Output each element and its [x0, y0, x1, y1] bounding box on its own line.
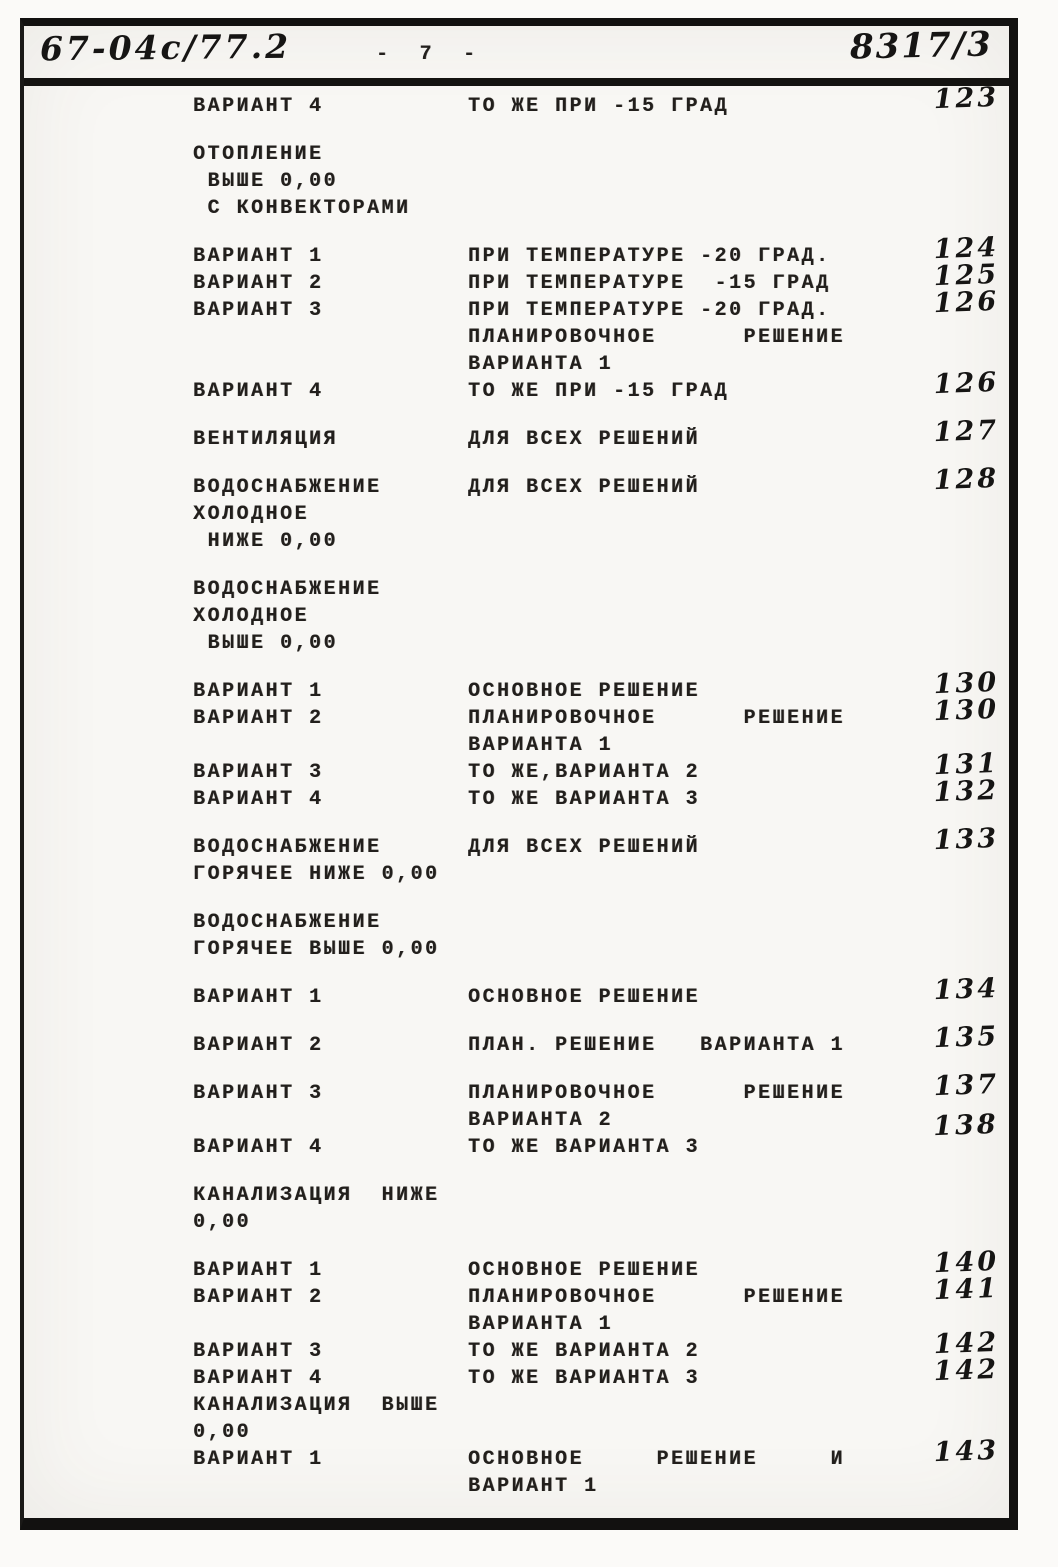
desc-line: ПРИ ТЕМПЕРАТУРЕ -20 ГРАД.: [468, 245, 831, 268]
table-row: [193, 1020, 1009, 1059]
page-number-handwritten: 130: [933, 693, 1000, 728]
label-line: ХОЛОДНОЕ: [193, 605, 310, 628]
label-line: ВОДОСНАБЖЕНИЕ: [193, 836, 382, 859]
label-line: ВАРИАНТ 1: [193, 1259, 324, 1282]
table-row: [193, 1068, 1009, 1134]
page-number-handwritten: 140: [933, 1245, 1000, 1280]
page-number-handwritten: 143: [933, 1434, 1000, 1469]
page-number-handwritten: 131: [933, 747, 1000, 782]
label-line: ВАРИАНТ 3: [193, 299, 324, 322]
table-row: [193, 747, 1009, 786]
page-number-handwritten: 130: [933, 666, 1000, 701]
label-line: ВЕНТИЛЯЦИЯ: [193, 428, 339, 451]
label-line: ГОРЯЧЕЕ ВЫШЕ 0,00: [193, 938, 440, 961]
desc-line: ТО ЖЕ ВАРИАНТА 3: [468, 1136, 701, 1159]
row-page-number-col: [920, 462, 1009, 501]
desc-line: ВАРИАНТА 1: [468, 353, 614, 376]
row-desc: [468, 1257, 920, 1284]
table-row: [193, 81, 1009, 120]
label-line: ВАРИАНТ 4: [193, 1136, 324, 1159]
table-row: [193, 822, 1009, 888]
label-line: ВАРИАНТ 1: [193, 245, 324, 268]
desc-line: ПЛАНИРОВОЧНОЕ РЕШЕНИЕ: [468, 707, 846, 730]
row-page-number-col: [920, 972, 1009, 1011]
row-label: [193, 93, 468, 120]
page-number-handwritten: 142: [933, 1353, 1000, 1388]
table-row: [193, 1353, 1009, 1392]
desc-line: ОСНОВНОЕ РЕШЕНИЕ И: [468, 1448, 846, 1471]
label-line: ВАРИАНТ 1: [193, 680, 324, 703]
table-row: [193, 414, 1009, 453]
label-line: ОТОПЛЕНИЕ: [193, 143, 324, 166]
row-desc: [468, 93, 920, 120]
table-row: [193, 258, 1009, 297]
row-page-number-col: [920, 1434, 1009, 1473]
row-page-number-col: [920, 822, 1009, 861]
desc-line: ПРИ ТЕМПЕРАТУРЕ -15 ГРАД: [468, 272, 831, 295]
label-line: ВАРИАНТ 4: [193, 1367, 324, 1390]
desc-line: ОСНОВНОЕ РЕШЕНИЕ: [468, 986, 701, 1009]
row-desc: [468, 1284, 920, 1338]
row-label: [193, 1284, 468, 1311]
row-desc: [468, 759, 920, 786]
row-label: [193, 1080, 468, 1107]
table-row: [193, 666, 1009, 705]
page-number-handwritten: 142: [933, 1326, 1000, 1361]
page-number-handwritten: 141: [933, 1272, 1000, 1307]
table-row: [193, 972, 1009, 1011]
row-desc: [468, 705, 920, 759]
header-band: [24, 26, 1009, 86]
row-desc: [468, 1032, 920, 1059]
desc-line: ДЛЯ ВСЕХ РЕШЕНИЙ: [468, 836, 701, 859]
label-line: ВАРИАНТ 3: [193, 1082, 324, 1105]
page-number-handwritten: 138: [932, 1108, 1000, 1143]
desc-line: ТО ЖЕ ПРИ -15 ГРАД: [468, 95, 730, 118]
page-number-handwritten: 125: [933, 258, 1000, 293]
label-line: ВОДОСНАБЖЕНИЕ: [193, 911, 382, 934]
row-page-number-col: [920, 1020, 1009, 1059]
desc-line: ДЛЯ ВСЕХ РЕШЕНИЙ: [468, 476, 701, 499]
row-page-number-col: [920, 1353, 1009, 1392]
desc-line: ПЛАНИРОВОЧНОЕ РЕШЕНИЕ: [468, 326, 846, 349]
toc-rows: [24, 81, 1009, 1500]
label-line: ВАРИАНТ 2: [193, 707, 324, 730]
label-line: ВАРИАНТ 2: [193, 1286, 324, 1309]
label-line: ВЫШЕ 0,00: [193, 632, 339, 655]
table-row: [193, 462, 1009, 555]
row-page-number-col: [920, 414, 1009, 453]
row-desc: [468, 426, 920, 453]
table-row: [193, 285, 1009, 378]
table-row: [193, 141, 1009, 222]
label-line: ВЫШЕ 0,00: [193, 170, 339, 193]
row-label: [193, 1182, 468, 1236]
row-desc: [468, 834, 920, 861]
desc-line: ПРИ ТЕМПЕРАТУРЕ -20 ГРАД.: [468, 299, 831, 322]
row-page-number-col: [920, 1108, 1009, 1161]
row-page-number-col: [920, 693, 1009, 732]
row-desc: [468, 786, 920, 813]
table-row: [193, 366, 1009, 405]
label-line: 0,00: [193, 1211, 252, 1234]
page-frame: [20, 18, 1018, 1530]
table-row: [193, 576, 1009, 657]
table-row: [193, 1272, 1009, 1338]
row-label: [193, 1338, 468, 1365]
row-label: [193, 1365, 468, 1392]
desc-line: ПЛАНИРОВОЧНОЕ РЕШЕНИЕ: [468, 1082, 846, 1105]
row-desc: [468, 378, 920, 405]
label-line: ВОДОСНАБЖЕНИЕ: [193, 578, 382, 601]
label-line: ВАРИАНТ 2: [193, 272, 324, 295]
desc-line: ВАРИАНТА 1: [468, 734, 614, 757]
label-line: ВАРИАНТ 1: [193, 986, 324, 1009]
row-label: [193, 984, 468, 1011]
row-label: [193, 1134, 468, 1161]
desc-line: ВАРИАНТА 2: [468, 1109, 614, 1132]
row-label: [193, 426, 468, 453]
desc-line: ВАРИАНТ 1: [468, 1475, 599, 1498]
row-label: [193, 678, 468, 705]
row-label: [193, 1032, 468, 1059]
row-label: [193, 1257, 468, 1284]
row-label: [193, 1446, 468, 1473]
row-desc: [468, 297, 920, 378]
page-number-handwritten: 134: [933, 972, 1000, 1007]
label-line: НИЖЕ 0,00: [193, 530, 339, 553]
label-line: КАНАЛИЗАЦИЯ ВЫШЕ: [193, 1394, 440, 1417]
row-page-number-col: [920, 774, 1009, 813]
label-line: ВАРИАНТ 4: [193, 380, 324, 403]
desc-line: ОСНОВНОЕ РЕШЕНИЕ: [468, 1259, 701, 1282]
page-number-handwritten: 128: [933, 462, 1000, 497]
desc-line: ТО ЖЕ ПРИ -15 ГРАД: [468, 380, 730, 403]
table-row: [193, 774, 1009, 813]
row-label: [193, 270, 468, 297]
row-label: [193, 474, 468, 555]
label-line: ВАРИАНТ 4: [193, 788, 324, 811]
page-number: - 7 -: [376, 43, 478, 66]
label-line: ВАРИАНТ 4: [193, 95, 324, 118]
row-page-number-col: [920, 1068, 1009, 1107]
page-number-handwritten: 137: [933, 1068, 1000, 1103]
label-line: ВАРИАНТ 3: [193, 761, 324, 784]
page-number-handwritten: 132: [933, 774, 1000, 809]
row-label: [193, 834, 468, 888]
row-label: [193, 786, 468, 813]
row-label: [193, 705, 468, 732]
table-row: [193, 1182, 1009, 1236]
row-desc: [468, 1134, 920, 1161]
row-desc: [468, 984, 920, 1011]
label-line: ХОЛОДНОЕ: [193, 503, 310, 526]
desc-line: ТО ЖЕ ВАРИАНТА 3: [468, 788, 701, 811]
desc-line: ПЛАНИРОВОЧНОЕ РЕШЕНИЕ: [468, 1286, 846, 1309]
label-line: ВОДОСНАБЖЕНИЕ: [193, 476, 382, 499]
page-number-handwritten: 126: [933, 366, 1000, 401]
table-row: [193, 231, 1009, 270]
desc-line: ДЛЯ ВСЕХ РЕШЕНИЙ: [468, 428, 701, 451]
page-number-handwritten: 123: [933, 81, 1000, 116]
label-line: ВАРИАНТ 3: [193, 1340, 324, 1363]
row-label: [193, 759, 468, 786]
row-label: [193, 243, 468, 270]
desc-line: ОСНОВНОЕ РЕШЕНИЕ: [468, 680, 701, 703]
label-line: 0,00: [193, 1421, 252, 1444]
row-desc: [468, 243, 920, 270]
row-desc: [468, 1080, 920, 1134]
row-label: [193, 1392, 468, 1446]
desc-line: ТО ЖЕ ВАРИАНТА 2: [468, 1340, 701, 1363]
label-line: ГОРЯЧЕЕ НИЖЕ 0,00: [193, 863, 440, 886]
table-row: [193, 909, 1009, 963]
desc-line: ВАРИАНТА 1: [468, 1313, 614, 1336]
row-label: [193, 909, 468, 963]
page-number-handwritten: 133: [933, 822, 1000, 857]
row-desc: [468, 474, 920, 501]
row-page-number-col: [920, 1272, 1009, 1311]
label-line: КАНАЛИЗАЦИЯ НИЖЕ: [193, 1184, 440, 1207]
row-page-number-col: [920, 285, 1009, 324]
table-row: [193, 693, 1009, 759]
label-line: С КОНВЕКТОРАМИ: [193, 197, 411, 220]
row-desc: [468, 1338, 920, 1365]
table-row: [193, 1434, 1009, 1500]
doc-code-handwritten: 67-04c/77.2: [39, 26, 292, 69]
sheet-code-handwritten: 8317/3: [849, 24, 994, 68]
row-desc: [468, 1365, 920, 1392]
row-label: [193, 576, 468, 657]
row-desc: [468, 1446, 920, 1500]
page-number-handwritten: 124: [933, 231, 1000, 266]
table-row: [193, 1245, 1009, 1284]
row-page-number-col: [920, 366, 1009, 405]
row-page-number-col: [920, 81, 1009, 120]
page-number-handwritten: 126: [933, 285, 1000, 320]
table-row: [193, 1392, 1009, 1446]
row-label: [193, 378, 468, 405]
row-label: [193, 141, 468, 222]
desc-line: ПЛАН. РЕШЕНИЕ ВАРИАНТА 1: [468, 1034, 846, 1057]
page-number-handwritten: 127: [933, 414, 1000, 449]
label-line: ВАРИАНТ 1: [193, 1448, 324, 1471]
row-desc: [468, 678, 920, 705]
label-line: ВАРИАНТ 2: [193, 1034, 324, 1057]
desc-line: ТО ЖЕ,ВАРИАНТА 2: [468, 761, 701, 784]
table-row: [193, 1326, 1009, 1365]
row-label: [193, 297, 468, 324]
desc-line: ТО ЖЕ ВАРИАНТА 3: [468, 1367, 701, 1390]
row-desc: [468, 270, 920, 297]
page-number-handwritten: 135: [933, 1020, 1000, 1055]
